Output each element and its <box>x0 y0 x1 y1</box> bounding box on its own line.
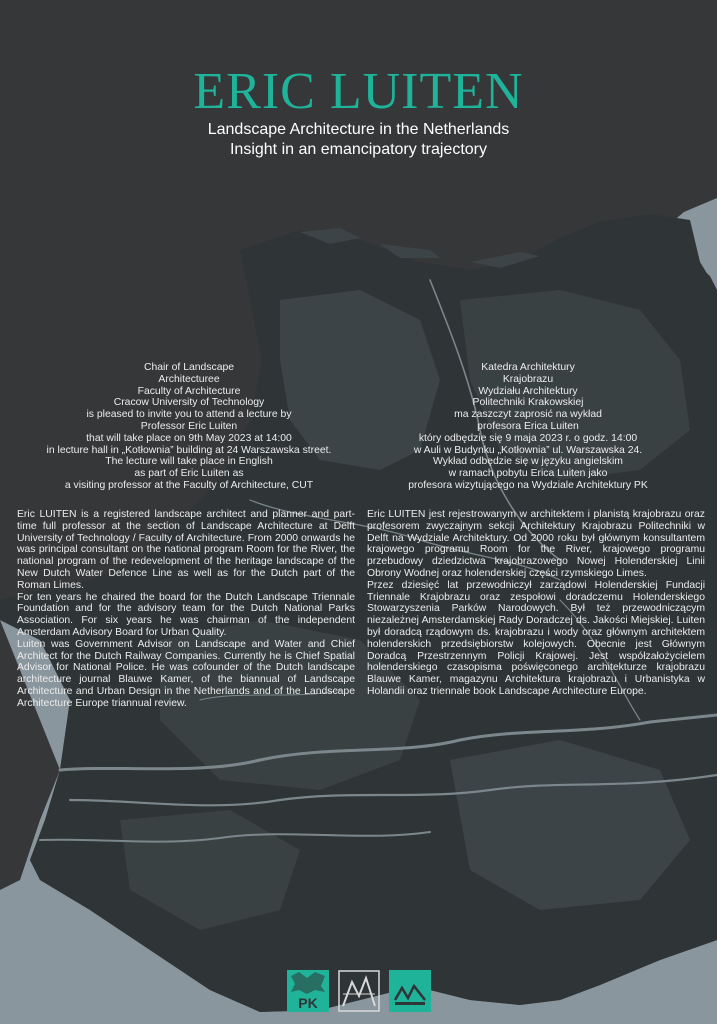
invitation-line: Wydziału Architektury <box>478 385 578 397</box>
invitation-line: Katedra Architektury <box>481 362 575 373</box>
invitation-line: is pleased to invite you to attend a lecture by <box>86 409 292 421</box>
invitation-polish <box>356 362 700 492</box>
invitation-line: in lecture hall in „Kotłownia” building at 24 Warszawska street. <box>46 444 332 456</box>
invitation-line: Faculty of Architecture <box>137 385 241 397</box>
invitation-english <box>17 362 361 492</box>
invitation-line: profesora Erica Luiten <box>477 420 579 432</box>
invitation-line: a visiting professor at the Faculty of Architecture, CUT <box>64 479 314 491</box>
bio-paragraph: Luiten was Government Advisor on Landscape and Water and Chief Architect for the Dutch Railway Companies. Currently he is Chief Spatial Advisor for National Police. He was cofounder of the Dutch landscape architecture journal Blauwe Kamer, of the biannual of Landscape Architecture and Urban Design in the Netherlands and of the Landscape Architecture Europe triannual review. <box>17 638 355 709</box>
bio-paragraph: For ten years he chaired the board for the Dutch Landscape Triennale Foundation and for the advisory team for the Dutch National Parks Association. For six years he was chairman of the independent Amsterdam Advisory Board for Urban Quality. <box>17 591 355 638</box>
invitation-line: Cracow University of Technology <box>113 397 265 409</box>
biography-polish <box>367 509 705 698</box>
subtitle-line: Insight in an emancipatory trajectory <box>229 141 487 158</box>
invitation-line: The lecture will take place in English <box>105 456 273 468</box>
invitation-line: Architecturee <box>158 373 220 385</box>
invitation-line: as part of Eric Luiten as <box>134 468 244 480</box>
bio-paragraph: Przez dziesięć lat przewodniczył zarządowi Holenderskiej Fundacji Triennale Krajobrazu oraz zespołowi doradczemu Holenderskiego Stowarzyszenia Parków Narodowych. Był też przewodniczącym niezależnej Amsterdamskiej Rady Doradczej ds. Jakości Miejskiej. Luiten był doradcą rządowym ds. krajobrazu i wody oraz głównym architektem holenderskich przedsiębiorstw kolejowych. Obecnie jest Głównym Doradcą Przestrzennym Policji Krajowej. Jest współzałożycielem holenderskiego czasopisma poświęconego architekturze krajobrazu Blauwe Kamer, magazynu Architektura krajobrazu i Urbanistyka w Holandii oraz triennale book Landscape Architecture Europe. <box>367 579 705 697</box>
invitation-line: który odbędzie się 9 maja 2023 r. o godz. 14:00 <box>418 432 638 444</box>
svg-text:PK: PK <box>298 995 318 1011</box>
invitation-line: that will take place on 9th May 2023 at 14:00 <box>86 432 292 444</box>
invitation-line: w ramach pobytu Erica Luiten jako <box>448 468 608 480</box>
invitation-line: Krajobrazu <box>502 373 554 385</box>
invitation-line: ma zaszczyt zaprosić na wykład <box>454 409 602 421</box>
pk-university-logo-icon <box>287 970 329 1012</box>
invitation-line: Professor Eric Luiten <box>140 420 238 432</box>
faculty-architecture-logo-icon <box>389 970 431 1012</box>
invitation-line: Chair of Landscape <box>143 362 235 373</box>
invitation-line: profesora wizytującego na Wydziale Architektury PK <box>408 479 648 491</box>
bio-paragraph: Eric LUITEN jest rejestrowanym w architektem i planistą krajobrazu oraz profesorem zwyczajnym sekcji Architektury Krajobrazu Politechniki w Delft na Wydziale Architektury. Od 2000 roku był głównym konsultantem krajowego programu Room for the River, krajowego programu przebudowy dziedzictwa krajobrazowego Nowej Holenderskiej Linii Obrony Wodnej oraz holenderskiej części rzymskiego Limes. <box>367 509 705 579</box>
landscape-chair-logo-icon <box>338 970 380 1012</box>
bio-paragraph: Eric LUITEN is a registered landscape architect and planner and part-time full professor at the section of Landscape Architecture at Delft University of Technology / Faculty of Architecture. From 2000 onwards he was principal consultant on the national program Room for the River, the national program of the redevelopment of the heritage landscape of the New Dutch Water Defence Line as well as for the Dutch part of the Roman Limes. <box>17 509 355 591</box>
invitation-line: Wykład odbędzie się w języku angielskim <box>433 456 623 468</box>
biography-english <box>17 509 355 710</box>
subtitle-line: Landscape Architecture in the Netherlands <box>207 121 510 138</box>
invitation-line: Politechniki Krakowskiej <box>472 397 584 409</box>
lecture-subtitle <box>0 120 717 160</box>
invitation-line: w Auli w Budynku „Kotłownia” ul. Warszawska 24. <box>413 444 643 456</box>
speaker-name-title: ERIC LUITEN <box>193 63 524 120</box>
